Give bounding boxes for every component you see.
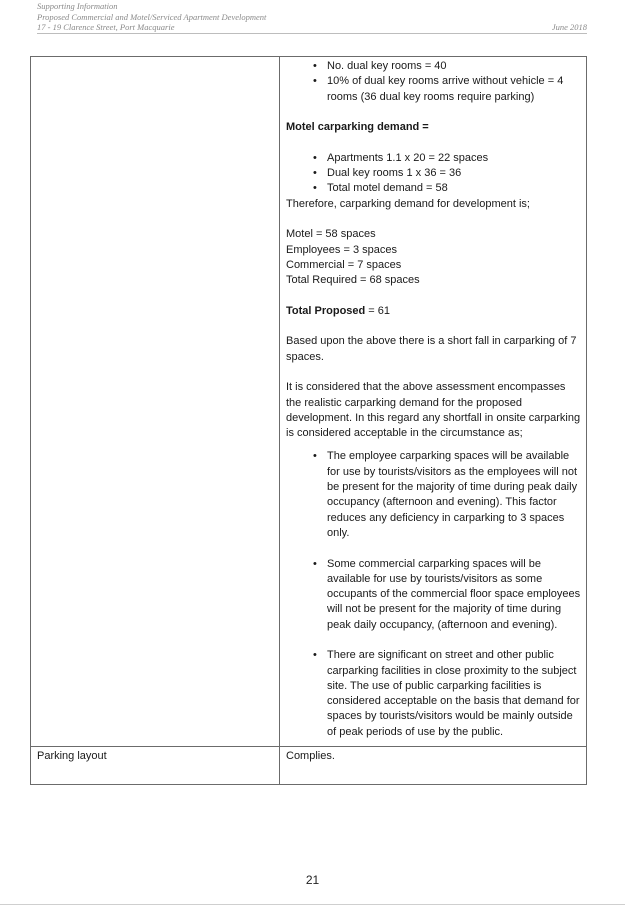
therefore-text: Therefore, carparking demand for development is; (286, 197, 530, 210)
motel-demand-list (286, 151, 582, 197)
list-item: • There are significant on street and other public carparking facilities in close proximity to the subject site. The use of public carparking facilities is considered acceptable on the basis that demand for spaces by tourists/visitors would be mainly outside of peak periods of use by the public. (327, 648, 582, 740)
considered-text: It is considered that the above assessment encompasses the realistic carparking demand for the proposed development. In this regard any shortfall in onsite carparking is considered acceptable in the circumstance as; (286, 381, 581, 440)
header-date: June 2018 (551, 22, 587, 32)
left-cell-empty (31, 57, 280, 747)
total-proposed-label: Total Proposed (286, 304, 366, 317)
header-project: Proposed Commercial and Motel/Serviced Apartment Development (37, 11, 267, 22)
header-address-row (37, 22, 587, 33)
list-item: • Dual key rooms 1 x 36 = 36 (327, 166, 582, 181)
total-proposed-value: = 61 (365, 304, 391, 317)
shortfall-text: Based upon the above there is a short fall in carparking of 7 spaces. (286, 335, 577, 363)
header-address: 17 - 19 Clarence Street, Port Macquarie (37, 22, 175, 32)
demand-line: Total Required = 68 spaces (286, 274, 420, 287)
motel-demand-heading: Motel carparking demand = (286, 121, 429, 134)
total-proposed (286, 304, 582, 319)
list-item: • Apartments 1.1 x 20 = 22 spaces (327, 151, 582, 166)
list-item: • 10% of dual key rooms arrive without vehicle = 4 rooms (36 dual key rooms require parking) (327, 74, 582, 105)
header-title: Supporting Information (37, 1, 118, 11)
table-row-parking-layout (31, 747, 587, 785)
demand-line: Commercial = 7 spaces (286, 258, 402, 271)
footer-divider (0, 904, 625, 905)
reasons-list (286, 449, 582, 740)
page-number: 21 (305, 873, 320, 887)
list-item: • Total motel demand = 58 (327, 181, 582, 196)
assessment-table (30, 56, 587, 785)
demand-line: Motel = 58 spaces (286, 228, 376, 241)
right-cell-carparking (280, 57, 587, 747)
page-header (37, 1, 587, 34)
table-row-carparking (31, 57, 587, 747)
parking-layout-value: Complies. (280, 747, 587, 785)
list-item: • No. dual key rooms = 40 (327, 59, 582, 74)
demand-line: Employees = 3 spaces (286, 243, 397, 256)
dual-key-list (286, 59, 582, 105)
list-item: • The employee carparking spaces will be available for use by tourists/visitors as the employees will not be present for the majority of time during peak daily occupancy (afternoon and evening). This factor reduces any deficiency in carparking to 3 spaces only. (327, 449, 582, 541)
list-item: • Some commercial carparking spaces will be available for use by tourists/visitors as some occupants of the commercial floor space employees will not be present for the majority of time during peak daily occupancy, (afternoon and evening). (327, 557, 582, 633)
parking-layout-label: Parking layout (31, 747, 280, 785)
